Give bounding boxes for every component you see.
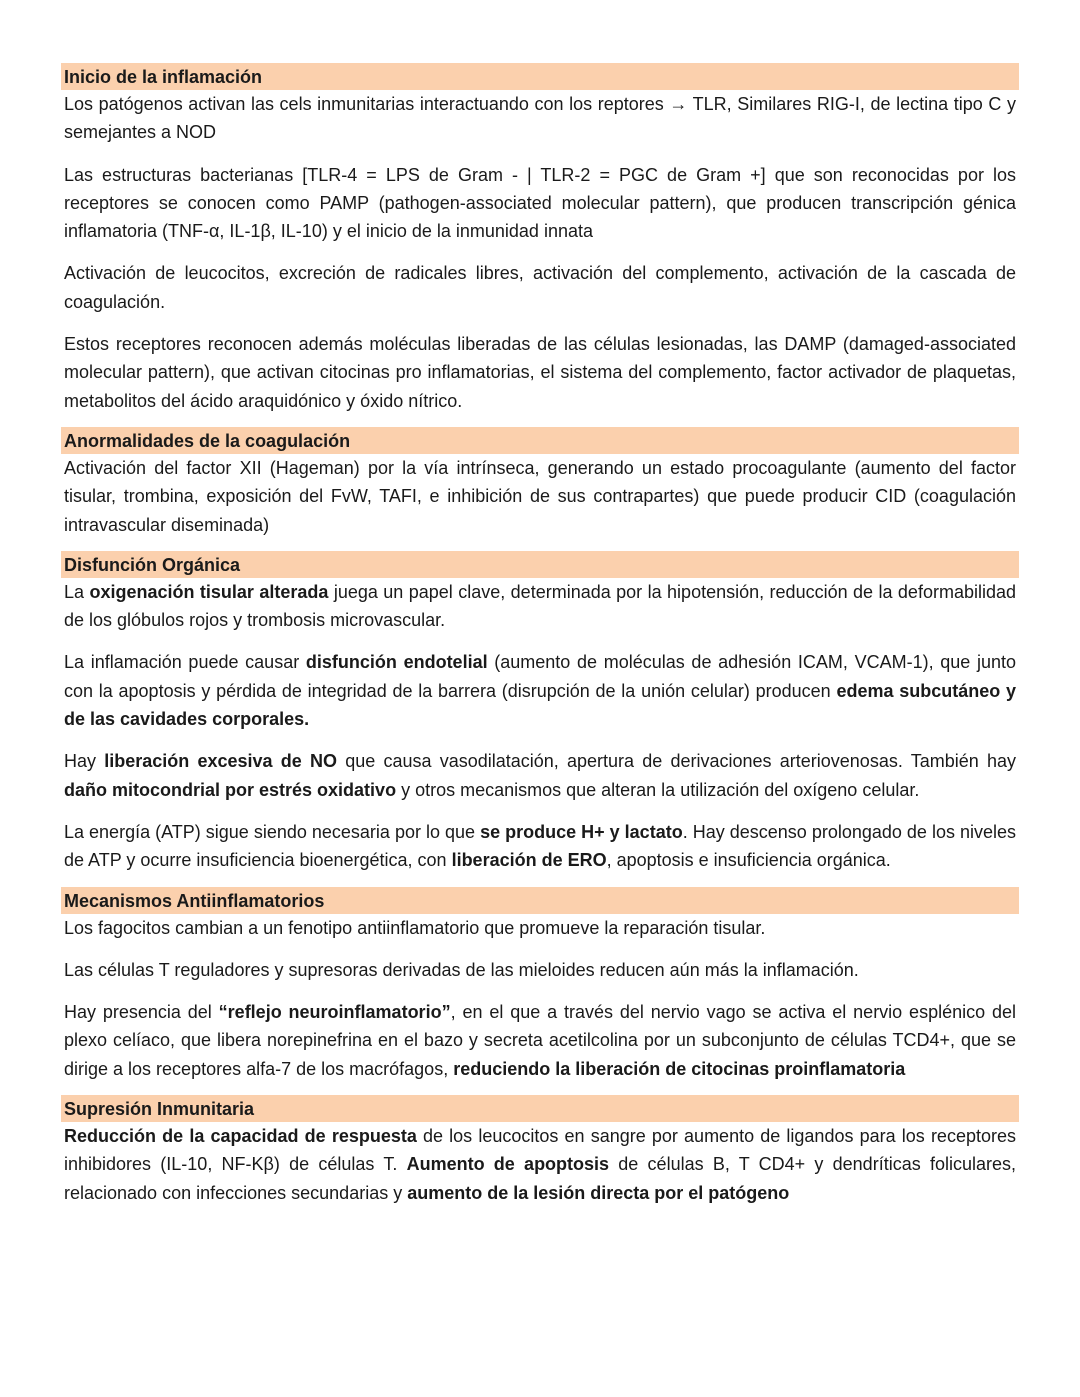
text: Estos receptores reconocen además moléculas liberadas de las células lesionadas, las DAMP (damaged-associated molecular pattern), que activan citocinas pro inflamatorias, el sistema del complemento, factor activador de plaquetas, metabolitos del ácido araquidónico y óxido nítrico. bbox=[64, 334, 1016, 411]
paragraph bbox=[61, 956, 1019, 984]
section-heading: Anormalidades de la coagulación bbox=[61, 427, 1019, 454]
text: , en el que a través del nervio vago se activa el nervio esplénico del plexo celíaco, que libera norepinefrina en el bazo y secreta acetilcolina por un subconjunto de células TCD4+, que se dirige a los receptores alfa-7 de los macrófagos, bbox=[64, 1002, 1016, 1079]
text: Los fagocitos cambian a un fenotipo antiinflamatorio que promueve la reparación tisular. bbox=[64, 917, 766, 938]
text: , apoptosis e insuficiencia orgánica. bbox=[606, 850, 891, 871]
bold-text: liberación excesiva de NO bbox=[104, 751, 337, 772]
paragraph bbox=[61, 330, 1019, 415]
paragraph bbox=[61, 578, 1019, 635]
bold-text: aumento de la lesión directa por el patógeno bbox=[407, 1182, 790, 1203]
section-heading: Disfunción Orgánica bbox=[61, 551, 1019, 578]
bold-text: liberación de ERO bbox=[451, 850, 607, 871]
section-heading: Supresión Inmunitaria bbox=[61, 1095, 1019, 1122]
paragraph bbox=[61, 747, 1019, 804]
bold-text: reduciendo la liberación de citocinas proinflamatoria bbox=[453, 1058, 906, 1079]
text: Las células T reguladores y supresoras derivadas de las mieloides reducen aún más la inflamación. bbox=[64, 959, 859, 980]
section bbox=[61, 63, 1019, 415]
paragraph bbox=[61, 90, 1019, 147]
text: La energía (ATP) sigue siendo necesaria por lo que bbox=[64, 821, 481, 842]
text: Activación de leucocitos, excreción de radicales libres, activación del complemento, activación de la cascada de coagulación. bbox=[64, 263, 1016, 312]
text: Activación del factor XII (Hageman) por la vía intrínseca, generando un estado procoagulante (aumento del factor tisular, trombina, exposición del FvW, TAFI, e inhibición de sus contrapartes) que puede producir CID (coagulación intravascular diseminada) bbox=[64, 457, 1016, 535]
bold-text: disfunción endotelial bbox=[305, 652, 488, 673]
bold-text: daño mitocondrial por estrés oxidativo bbox=[64, 779, 397, 800]
section bbox=[61, 887, 1019, 1083]
section bbox=[61, 1095, 1019, 1207]
section bbox=[61, 427, 1019, 539]
bold-text: edema subcutáneo y de las cavidades corporales. bbox=[64, 680, 1016, 730]
text: y otros mecanismos que alteran la utilización del oxígeno celular. bbox=[396, 779, 920, 800]
document-page bbox=[61, 63, 1019, 1219]
paragraph bbox=[61, 998, 1019, 1083]
paragraph bbox=[61, 914, 1019, 942]
text: que causa vasodilatación, apertura de derivaciones arteriovenosas. También hay bbox=[337, 751, 1016, 772]
section-heading: Mecanismos Antiinflamatorios bbox=[61, 887, 1019, 914]
text: Hay presencia del bbox=[64, 1002, 219, 1023]
text: Las estructuras bacterianas [TLR-4 = LPS de Gram - | TLR-2 = PGC de Gram +] que son reconocidas por los receptores se conocen como PAMP (pathogen-associated molecular pattern), que producen transcripción génica inflamatoria (TNF-α, IL-1β, IL-10) y el inicio de la inmunidad innata bbox=[64, 164, 1016, 242]
text: de células B, T CD4+ y dendríticas foliculares, relacionado con infecciones secundarias y bbox=[64, 1154, 1016, 1203]
text: juega un papel clave, determinada por la hipotensión, reducción de la deformabilidad de los glóbulos rojos y trombosis microvascular. bbox=[64, 581, 1016, 631]
text: Hay bbox=[64, 751, 105, 772]
paragraph bbox=[61, 648, 1019, 733]
bold-text: “reflejo neuroinflamatorio” bbox=[218, 1002, 451, 1023]
paragraph bbox=[61, 1122, 1019, 1207]
text: de los leucocitos en sangre por aumento de ligandos para los receptores inhibidores (IL-10, NF-Kβ) de células T. bbox=[64, 1126, 1016, 1175]
text: . Hay descenso prolongado de los niveles de ATP y ocurre insuficiencia bioenergética, con bbox=[64, 821, 1017, 871]
text: (aumento de moléculas de adhesión ICAM, VCAM-1), que junto con la apoptosis y pérdida de integridad de la barrera (disrupción de la unión celular) producen bbox=[64, 652, 1017, 701]
paragraph bbox=[61, 161, 1019, 246]
bold-text: oxigenación tisular alterada bbox=[89, 581, 329, 602]
bold-text: Aumento de apoptosis bbox=[406, 1154, 610, 1175]
paragraph bbox=[61, 818, 1019, 875]
text: La bbox=[64, 581, 90, 602]
paragraph bbox=[61, 259, 1019, 316]
bold-text: Reducción de la capacidad de respuesta bbox=[64, 1126, 417, 1147]
text: La inflamación puede causar bbox=[64, 652, 306, 673]
text: Los patógenos activan las cels inmunitarias interactuando con los reptores → TLR, Similares RIG-I, de lectina tipo C y semejantes a NOD bbox=[64, 94, 1016, 143]
section bbox=[61, 551, 1019, 875]
bold-text: se produce H+ y lactato bbox=[480, 821, 683, 842]
section-heading: Inicio de la inflamación bbox=[61, 63, 1019, 90]
paragraph bbox=[61, 454, 1019, 539]
